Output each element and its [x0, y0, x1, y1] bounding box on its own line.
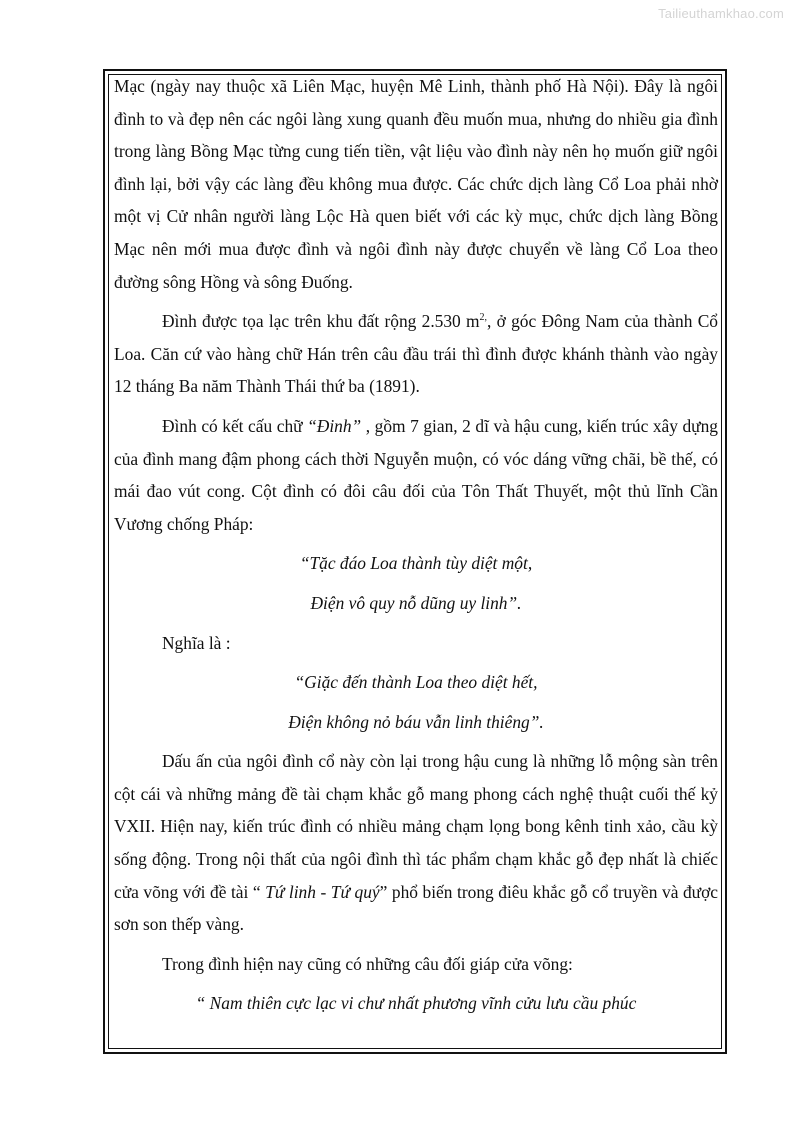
verse-1-line-1: “Tặc đáo Loa thành tùy diệt một,: [299, 553, 533, 574]
paragraph-3-text-b: , gồm 7 gian, 2 dĩ và hậu cung, kiến trúc xây dựng của đình mang đậm phong cách thời Nguyễn muộn, có vóc dáng vững chãi, bề thế, có mái đao vút cong. Cột đình có đôi câu đối của Tôn Thất Thuyết, một thủ lĩnh Cần Vương chống Pháp:: [114, 415, 718, 534]
paragraph-3-italic: “Đinh”: [307, 415, 362, 436]
document-body: [114, 70, 718, 1020]
paragraph-5: Trong đình hiện nay cũng có những câu đối giáp cửa võng:: [162, 953, 573, 974]
verse-1-line-2: Điện vô quy nỗ dũng uy linh”.: [310, 592, 522, 613]
paragraph-2: [114, 305, 718, 403]
paragraph-4-italic: Tứ linh - Tứ quý: [265, 881, 380, 902]
paragraph-1: Mạc (ngày nay thuộc xã Liên Mạc, huyện Mê Linh, thành phố Hà Nội). Đây là ngôi đình to và đẹp nên các ngôi làng xung quanh đều muốn mua, nhưng do nhiều gia đình trong làng Bồng Mạc từng cung tiến tiền, vật liệu vào đình này nên họ muốn giữ ngôi đình lại, bởi vậy các làng đều không mua được. Các chức dịch làng Cổ Loa phải nhờ một vị Cử nhân người làng Lộc Hà quen biết với các kỳ mục, chức dịch làng Bồng Mạc nên mới mua được đình và ngôi đình này được chuyển về làng Cổ Loa theo đường sông Hồng và sông Đuống.: [114, 76, 718, 292]
paragraph-4-text-b: ” phổ biến trong điêu khắc gỗ cổ truyền và được sơn son thếp vàng.: [114, 881, 718, 935]
verse-3-line-1: “ Nam thiên cực lạc vi chư nhất phương vĩnh cửu lưu cầu phúc: [195, 993, 637, 1014]
paragraph-4-text-a: Dấu ấn của ngôi đình cổ này còn lại trong hậu cung là những lỗ mộng sàn trên cột cái và những mảng đề tài chạm khắc gỗ mang phong cách nghệ thuật cuối thế kỷ VXII. Hiện nay, kiến trúc đình có nhiều mảng chạm lọng bong kênh tinh xảo, cầu kỳ sống động. Trong nội thất của ngôi đình thì tác phẩm chạm khắc gỗ đẹp nhất là chiếc cửa võng với đề tài “: [114, 751, 718, 902]
watermark-text: Tailieuthamkhao.com: [658, 6, 784, 21]
paragraph-3: [114, 410, 718, 540]
paragraph-2-text-a: Đình được tọa lạc trên khu đất rộng 2.530 m: [162, 311, 480, 332]
meaning-label: Nghĩa là :: [162, 632, 231, 653]
paragraph-4: [114, 745, 718, 941]
verse-2-line-2: Điện không nỏ báu vẫn linh thiêng”.: [288, 711, 544, 732]
paragraph-3-text-a: Đình có kết cấu chữ: [162, 415, 308, 436]
superscript-2: 2,: [479, 312, 488, 324]
paragraph-2-text-b: , ở góc Đông Nam của thành Cổ Loa. Căn cứ vào hàng chữ Hán trên câu đầu trái thì đình được khánh thành vào ngày 12 tháng Ba năm Thành Thái thứ ba (1891).: [114, 311, 718, 397]
verse-2-line-1: “Giặc đến thành Loa theo diệt hết,: [294, 672, 538, 693]
